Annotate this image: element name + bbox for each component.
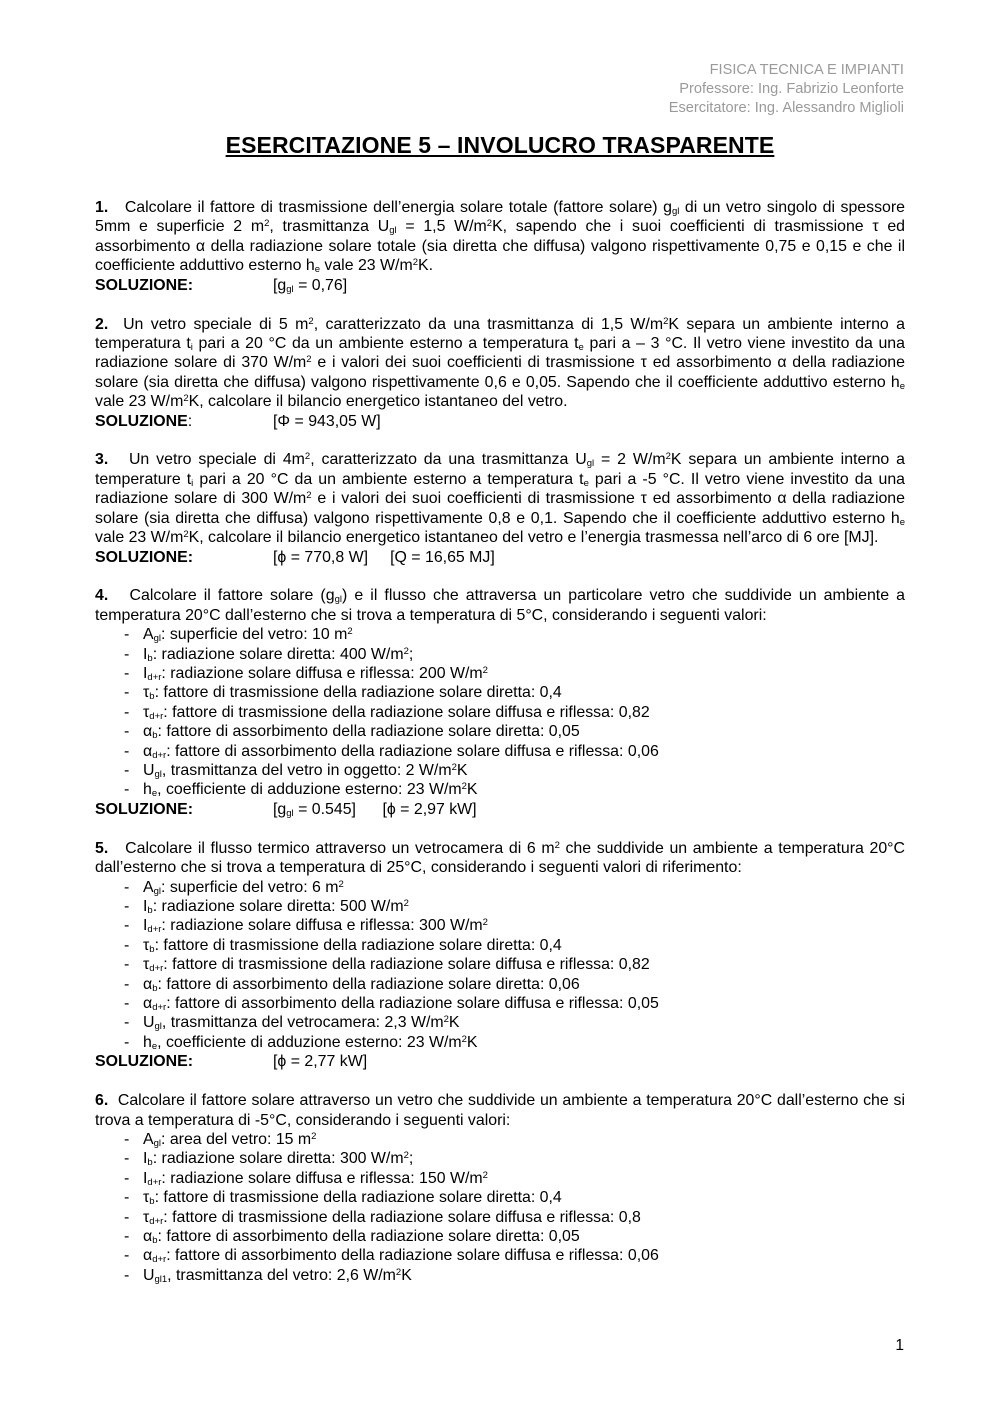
list-item: - $\alpha_{d+r}$: fattore di assorbimento della radiazione solare diffusa e riflessa: 0,05 <box>95 994 905 1013</box>
exercise-5-text: 5. Calcolare il flusso termico attraverso un vetrocamera di 6 $m^2$ che suddivide un ambiente a temperatura 20°C dall’esterno che si trova a temperatura di 25°C, considerando i seguenti valori di riferimento: <box>95 839 905 877</box>
solution-value: [ϕ = 770,8 W] [Q = 16,65 MJ] <box>273 548 495 566</box>
exercise-number: 6. <box>95 1092 109 1110</box>
solution-value: $[g_{gl} = 0.545]$ [ϕ = 2,97 kW] <box>273 800 477 819</box>
exercise-4-text: 4. Calcolare il fattore solare $(g_{gl})$ e il flusso che attraversa un particolare vetro che suddivide un ambiente a temperatura 20°C dall’esterno che si trova a temperatura di 5°C, considerando i seguenti valori: <box>95 587 905 624</box>
list-item: - $A_{gl}$: superficie del vetro: 6 $m^2$ <box>95 878 905 897</box>
list-item: - $A_{gl}$: superficie del vetro: 10 $m^2$ <box>95 625 905 644</box>
solution-label: SOLUZIONE: <box>95 276 193 294</box>
solution-value: [ϕ = 2,77 kW] <box>273 1053 368 1071</box>
course-name: FISICA TECNICA E IMPIANTI <box>709 62 904 78</box>
exercise-3-text: 3. Un vetro speciale di $4m^2$, caratterizzato da una trasmittanza $U_{gl} = 2$ $W/m^2K$ separa un ambiente interno a temperature $t_i$ pari a 20 °C da un ambiente esterno a temperatura $t_e$ pari a -5 °C. Il vetro viene investito da una radiazione solare di 300 $W/m^2$ e i valori dei suoi coefficienti di trasmissione τ ed assorbimento α della radiazione solare (sia diretta che diffusa) valgono rispettivamente 0,8 e 0,1. Sapendo che il coefficiente adduttivo esterno $h_e$ vale 23 $W/m^2K$, calcolare il bilancio energetico istantaneo del vetro e l’energia trasmessa nell’arco di 6 ore [MJ]. <box>95 451 906 547</box>
list-item: - $I_b$: radiazione solare diretta: 400 $W/m^2$; <box>95 645 905 664</box>
list-item: - $U_{gl1}$, trasmittanza del vetro: 2,6 $W/m^2K$ <box>95 1266 905 1285</box>
exercise-6-text: 6. Calcolare il fattore solare attraverso un vetro che suddivide un ambiente a temperatura 20°C dall’esterno che si trova a temperatura di -5°C, considerando i seguenti valori: <box>95 1092 905 1129</box>
list-item: - $\tau_{d+r}$: fattore di trasmissione della radiazione solare diffusa e riflessa: 0,82 <box>95 955 905 974</box>
list-item: - $\tau_b$: fattore di trasmissione della radiazione solare diretta: 0,4 <box>95 683 905 702</box>
list-item: - $\alpha_b$: fattore di assorbimento della radiazione solare diretta: 0,06 <box>95 975 905 994</box>
solution-value: $[g_{gl} = 0,76]$ <box>273 276 348 295</box>
list-item: - $I_{d+r}$: radiazione solare diffusa e riflessa: 300 $W/m^2$ <box>95 916 905 935</box>
list-item: - $U_{gl}$, trasmittanza del vetrocamera: 2,3 $W/m^2K$ <box>95 1013 905 1032</box>
solution-label: SOLUZIONE: <box>95 412 193 430</box>
list-item: - $\alpha_{d+r}$: fattore di assorbimento della radiazione solare diffusa e riflessa: 0,06 <box>95 742 905 761</box>
list-item: - $I_b$: radiazione solare diretta: 300 $W/m^2$; <box>95 1149 905 1168</box>
exercise-1-solution <box>95 276 905 295</box>
exercise-6-values <box>95 1130 905 1285</box>
exercise-4-solution <box>95 800 905 819</box>
exercise-number: 3. <box>95 451 109 469</box>
list-item: - $U_{gl}$, trasmittanza del vetro in oggetto: 2 $W/m^2K$ <box>95 761 905 780</box>
exercise-2-solution <box>95 412 905 431</box>
professor-name: Professore: Ing. Fabrizio Leonforte <box>679 81 904 97</box>
course-header <box>669 61 904 118</box>
exercise-number: 1. <box>95 199 109 216</box>
list-item: - $\tau_b$: fattore di trasmissione della radiazione solare diretta: 0,4 <box>95 1188 905 1207</box>
list-item: - $I_{d+r}$: radiazione solare diffusa e riflessa: 200 $W/m^2$ <box>95 664 905 683</box>
solution-label: SOLUZIONE: <box>95 1053 193 1071</box>
exercise-3-solution <box>95 548 905 567</box>
exercise-4-values <box>95 625 905 800</box>
exercise-number: 4. <box>95 587 109 605</box>
list-item: - $\tau_{d+r}$: fattore di trasmissione della radiazione solare diffusa e riflessa: 0,82 <box>95 703 905 722</box>
solution-value: [Φ = 943,05 W] <box>273 412 381 430</box>
exercise-5-values <box>95 878 905 1053</box>
list-item: - $\alpha_{d+r}$: fattore di assorbimento della radiazione solare diffusa e riflessa: 0,06 <box>95 1246 905 1265</box>
page-number: 1 <box>895 1337 904 1354</box>
list-item: - $I_{d+r}$: radiazione solare diffusa e riflessa: 150 $W/m^2$ <box>95 1169 905 1188</box>
list-item: - $\alpha_b$: fattore di assorbimento della radiazione solare diretta: 0,05 <box>95 722 905 741</box>
exercise-2-text: 2. Un vetro speciale di 5 $m^2$, caratterizzato da una trasmittanza di 1,5 $W/m^2K$ separa un ambiente interno a temperatura $t_i$ pari a 20 °C da un ambiente esterno a temperatura $t_e$ pari a – 3 °C. Il vetro viene investito da una radiazione solare di 370 $W/m^2$ e i valori dei suoi coefficienti di trasmissione τ ed assorbimento α della radiazione solare (sia diretta che diffusa) valgono rispettivamente 0,6 e 0,05. Sapendo che il coefficiente adduttivo esterno $h_e$ vale 23 $W/m^2K$, calcolare il bilancio energetico istantaneo del vetro. <box>95 315 906 411</box>
page-title: ESERCITAZIONE 5 – INVOLUCRO TRASPARENTE <box>225 132 775 158</box>
list-item: - $A_{gl}$: area del vetro: 15 $m^2$ <box>95 1130 905 1149</box>
solution-label: SOLUZIONE: <box>95 800 193 818</box>
list-item: - $h_e$, coefficiente di adduzione esterno: 23 $W/m^2K$ <box>95 780 905 799</box>
list-item: - $\tau_b$: fattore di trasmissione della radiazione solare diretta: 0,4 <box>95 936 905 955</box>
solution-label: SOLUZIONE: <box>95 548 193 566</box>
exercise-list <box>95 198 905 1285</box>
list-item: - $I_b$: radiazione solare diretta: 500 $W/m^2$ <box>95 897 905 916</box>
list-item: - $h_e$, coefficiente di adduzione esterno: 23 $W/m^2K$ <box>95 1033 905 1052</box>
exercise-1-text: 1. Calcolare il fattore di trasmissione dell’energia solare totale (fattore solare) $g_{gl}$ di un vetro singolo di spessore 5mm e superficie 2 $m^2$, trasmittanza $U_{gl} = 1,5$ $W/m^2K$, sapendo che i suoi coefficienti di trasmissione τ ed assorbimento α della radiazione solare totale (sia diretta che diffusa) valgono rispettivamente 0,75 e 0,15 e che il coefficiente adduttivo esterno $h_e$ vale 23 $W/m^2K$. <box>95 199 906 276</box>
list-item: - $\tau_{d+r}$: fattore di trasmissione della radiazione solare diffusa e riflessa: 0,8 <box>95 1208 905 1227</box>
exercise-5-solution <box>95 1052 905 1071</box>
list-item: - $\alpha_b$: fattore di assorbimento della radiazione solare diretta: 0,05 <box>95 1227 905 1246</box>
exercise-number: 5. <box>95 839 109 857</box>
tutor-name: Esercitatore: Ing. Alessandro Miglioli <box>668 100 904 116</box>
exercise-number: 2. <box>95 315 109 333</box>
